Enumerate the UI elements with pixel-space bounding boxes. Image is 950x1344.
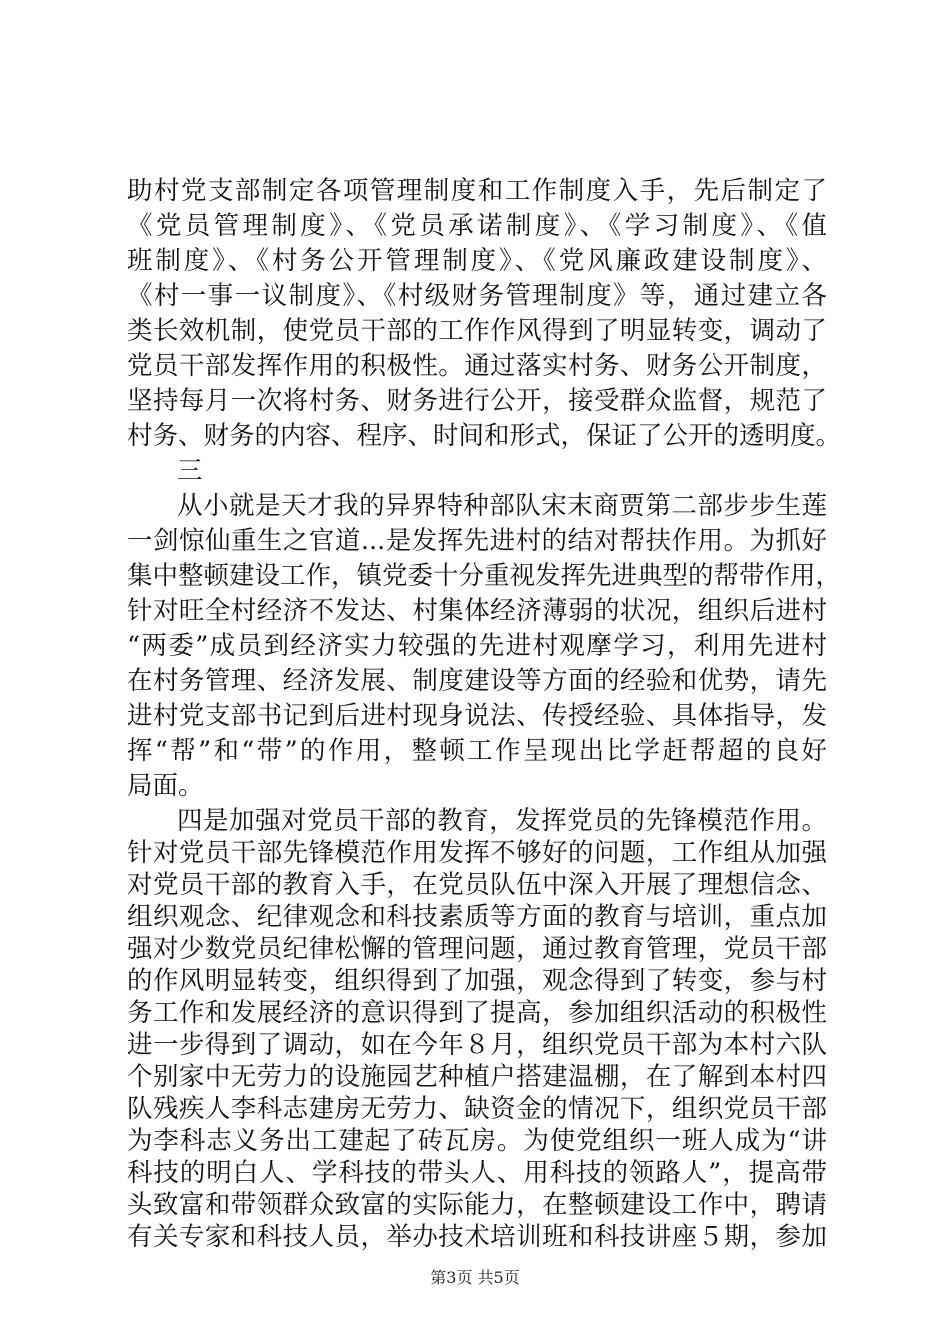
paragraph-2-line: 挥“帮”和“带”的作用，整顿工作呈现出比学赶帮超的良好 [127,736,827,766]
paragraph-3-line: 个别家中无劳力的设施园艺种植户搭建温棚，在了解到本村四 [127,1062,827,1092]
paragraph-2-line: 集中整顿建设工作，镇党委十分重视发挥先进典型的帮带作用， [127,561,842,591]
paragraph-3-line: 的作风明显转变，组织得到了加强，观念得到了转变，参与村 [127,966,827,996]
paragraph-2-line: 进村党支部书记到后进村现身说法、传授经验、具体指导，发 [127,701,827,731]
paragraph-2-line: 针对旺全村经济不发达、村集体经济薄弱的状况，组织后进村 [127,596,827,626]
paragraph-1-line: 《村一事一议制度》、《村级财务管理制度》等，通过建立各 [127,281,827,311]
paragraph-1-line: 坚持每月一次将村务、财务进行公开，接受群众监督，规范了 [127,386,827,416]
paragraph-1-line: 村务、财务的内容、程序、时间和形式，保证了公开的透明度。 [127,421,842,451]
paragraph-2-line: 从小就是天才我的异界特种部队宋末商贾第二部步步生莲 [177,491,827,521]
paragraph-3-line: 有关专家和科技人员，举办技术培训班和科技讲座５期，参加 [127,1222,827,1252]
paragraph-1-line: 党员干部发挥作用的积极性。通过落实村务、财务公开制度， [127,351,827,381]
paragraph-2-line: “两委”成员到经济实力较强的先进村观摩学习，利用先进村 [127,631,827,661]
paragraph-3-line: 为李科志义务出工建起了砖瓦房。为使党组织一班人成为“讲 [127,1126,827,1156]
paragraph-3-line: 对党员干部的教育入手，在党员队伍中深入开展了理想信念、 [127,870,827,900]
page-footer: 第3页 共5页 [430,1268,520,1287]
paragraph-1-line: 班制度》、《村务公开管理制度》、《党风廉政建设制度》、 [127,246,827,276]
section-marker: 三 [177,456,203,486]
paragraph-3-line: 科技的明白人、学科技的带头人、用科技的领路人”，提高带 [127,1158,827,1188]
paragraph-1-line: 助村党支部制定各项管理制度和工作制度入手，先后制定了 [127,176,827,206]
paragraph-3-line: 务工作和发展经济的意识得到了提高，参加组织活动的积极性 [127,998,827,1028]
paragraph-1-line: 《党员管理制度》、《党员承诺制度》、《学习制度》、《值 [127,211,827,241]
paragraph-2-line: 局面。 [127,771,204,801]
paragraph-3-line: 进一步得到了调动，如在今年８月，组织党员干部为本村六队 [127,1030,827,1060]
paragraph-3-line: 针对党员干部先锋模范作用发挥不够好的问题，工作组从加强 [127,838,827,868]
paragraph-3-line: 头致富和带领群众致富的实际能力，在整顿建设工作中，聘请 [127,1190,827,1220]
paragraph-2-line: 一剑惊仙重生之官道...是发挥先进村的结对帮扶作用。为抓好 [127,526,827,556]
paragraph-3-line: 强对少数党员纪律松懈的管理问题，通过教育管理，党员干部 [127,934,827,964]
paragraph-3-line: 四是加强对党员干部的教育，发挥党员的先锋模范作用。 [177,806,827,836]
paragraph-1-line: 类长效机制，使党员干部的工作作风得到了明显转变，调动了 [127,316,827,346]
paragraph-3-line: 队残疾人李科志建房无劳力、缺资金的情况下，组织党员干部 [127,1094,827,1124]
paragraph-2-line: 在村务管理、经济发展、制度建设等方面的经验和优势，请先 [127,666,827,696]
paragraph-3-line: 组织观念、纪律观念和科技素质等方面的教育与培训，重点加 [127,902,827,932]
